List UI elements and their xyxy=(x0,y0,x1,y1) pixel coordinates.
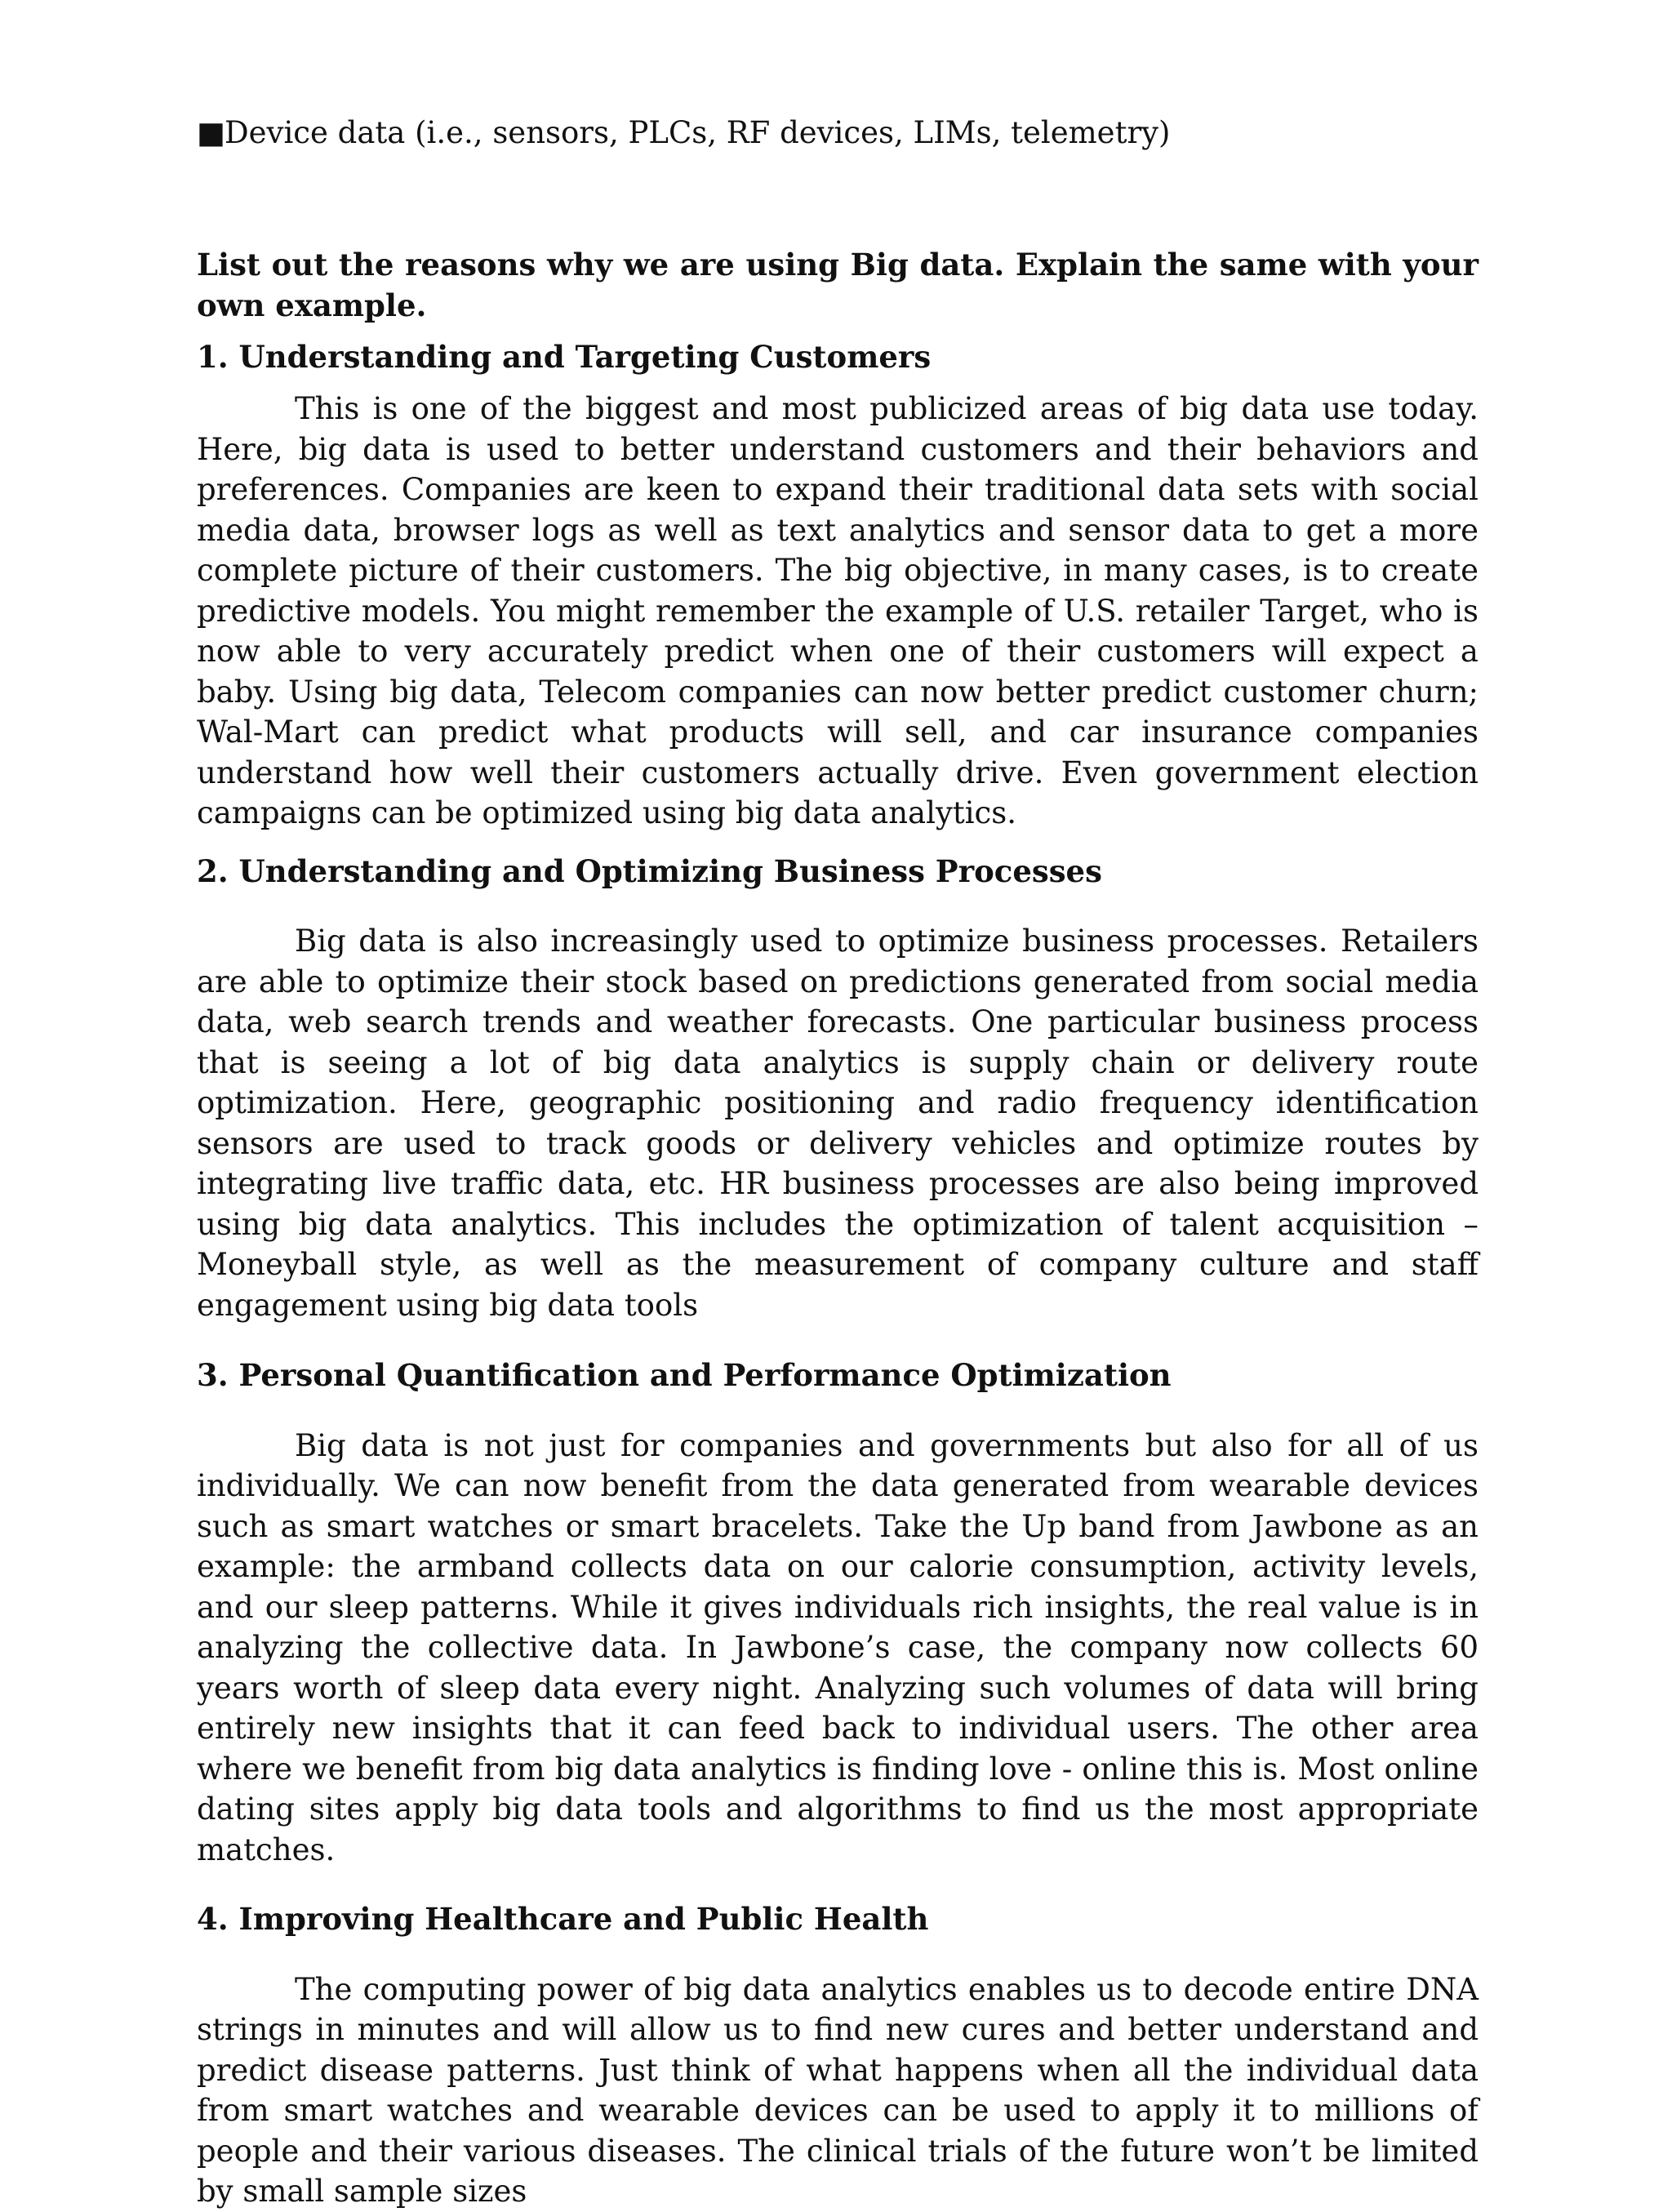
bullet-item xyxy=(197,113,1479,154)
section-2-heading: 2. Understanding and Optimizing Business Processes xyxy=(197,852,1102,889)
section-2-paragraph: Big data is also increasingly used to optimize business processes. Retailers are able to optimize their stock based on predictions generated from social media data, web search trends and weather forecasts. One particular business process that is seeing a lot of big data analytics is supply chain or delivery route optimization. Here, geographic positioning and radio frequency identification sensors are used to track goods or delivery vehicles and optimize routes by integrating live traffic data, etc. HR business processes are also being improved using big data analytics. This includes the optimization of talent acquisition – Moneyball style, as well as the measurement of company culture and staff engagement using big data tools xyxy=(197,924,1479,1323)
section-1-paragraph: This is one of the biggest and most publicized areas of big data use today. Here, big data is used to better understand customers and their behaviors and preferences. Companies are keen to expand their traditional data sets with social media data, browser logs as well as text analytics and sensor data to get a more complete picture of their customers. The big objective, in many cases, is to create predictive models. You might remember the example of U.S. retailer Target, who is now able to very accurately predict when one of their customers will expect a baby. Using big data, Telecom companies can now better predict customer churn; Wal-Mart can predict what products will sell, and car insurance companies understand how well their customers actually drive. Even government election campaigns can be optimized using big data analytics. xyxy=(197,391,1479,830)
section-4-heading: 4. Improving Healthcare and Public Health xyxy=(197,1901,929,1937)
section-4-paragraph: The computing power of big data analytics enables us to decode entire DNA strings in minutes and will allow us to find new cures and better understand and predict disease patterns. Just think of what happens when all the individual data from smart watches and wearable devices can be used to apply it to millions of people and their various diseases. The clinical trials of the future won’t be limited by small sample sizes xyxy=(197,1971,1479,2209)
square-bullet-icon: ■ xyxy=(197,115,225,150)
section-3-paragraph: Big data is not just for companies and governments but also for all of us individually. We can now benefit from the data generated from wearable devices such as smart watches or smart bracelets. Take the Up band from Jawbone as an example: the armband collects data on our calorie consumption, activity levels, and our sleep patterns. While it gives individuals rich insights, the real value is in analyzing the collective data. In Jawbone’s case, the company now collects 60 years worth of sleep data every night. Analyzing such volumes of data will bring entirely new insights that it can feed back to individual users. The other area where we benefit from big data analytics is finding love - online this is. Most online dating sites apply big data tools and algorithms to find us the most appropriate matches. xyxy=(197,1427,1479,1867)
section-3-heading: 3. Personal Quantification and Performance Optimization xyxy=(197,1357,1172,1393)
question-heading: List out the reasons why we are using Big data. Explain the same with your own example. xyxy=(197,246,1479,323)
section-1-heading: 1. Understanding and Targeting Customers xyxy=(197,338,932,375)
document-page xyxy=(197,113,1479,2212)
bullet-text: Device data (i.e., sensors, PLCs, RF devices, LIMs, telemetry) xyxy=(225,115,1171,150)
